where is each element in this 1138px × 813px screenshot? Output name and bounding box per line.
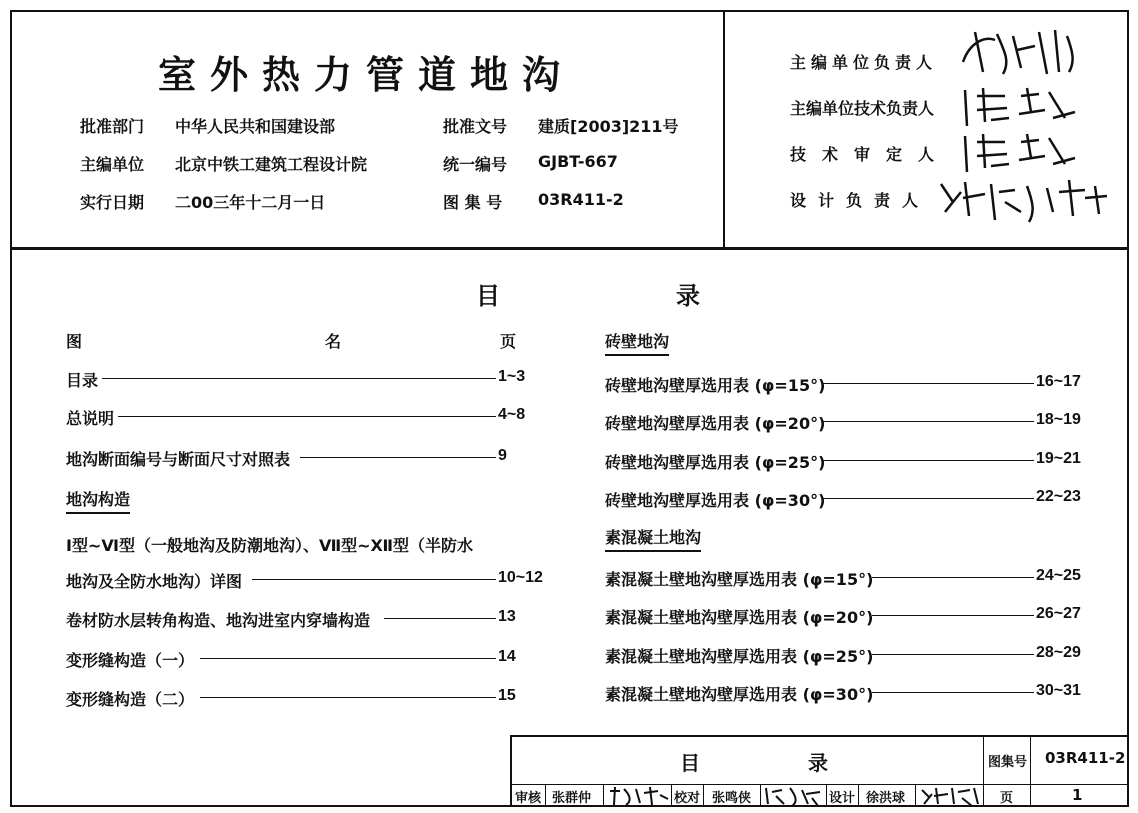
atlas-no-value: 03R411-2 xyxy=(538,190,624,209)
signature-design-lead xyxy=(935,172,1125,228)
toc-item-text[interactable]: 砖壁地沟壁厚选用表 (φ=15°) xyxy=(605,376,826,395)
toc-item-page: 13 xyxy=(498,608,516,625)
toc-item-text[interactable]: 砖壁地沟壁厚选用表 (φ=20°) xyxy=(605,414,826,433)
toc-item-text[interactable]: 砖壁地沟壁厚选用表 (φ=30°) xyxy=(605,491,826,510)
design-name: 徐洪球 xyxy=(866,791,906,806)
chief-unit-tech-head-label: 主编单位技术负责人 xyxy=(790,99,935,118)
leader-line xyxy=(118,416,496,417)
design-signature xyxy=(918,784,982,808)
toc-item-text[interactable]: 卷材防水层转角构造、地沟进室内穿墙构造 xyxy=(66,611,371,630)
leader-line xyxy=(300,457,496,458)
title-block-title-right: 录 xyxy=(808,751,828,775)
leader-line xyxy=(102,378,496,379)
signature-tech-reviewer xyxy=(955,128,1085,178)
toc-item-text[interactable]: Ⅰ型~Ⅵ型（一般地沟及防潮地沟）、Ⅶ型~Ⅻ型（半防水 xyxy=(66,536,474,555)
toc-item-page: 14 xyxy=(498,648,516,665)
approval-doc-value: 建质[2003]211号 xyxy=(538,117,679,136)
toc-item-text[interactable]: 变形缝构造（二） xyxy=(66,690,195,709)
section-heading-trench-construction: 地沟构造 xyxy=(66,487,130,514)
effective-date-value: 二00三年十二月一日 xyxy=(175,193,326,212)
toc-title-left: 目 xyxy=(476,282,500,310)
leader-line xyxy=(822,460,1034,461)
toc-item-text[interactable]: 地沟断面编号与断面尺寸对照表 xyxy=(66,450,291,469)
leader-line xyxy=(872,654,1034,655)
section-heading-brick-trench: 砖壁地沟 xyxy=(605,329,669,356)
page-label: 页 xyxy=(1000,791,1014,806)
approval-dept-value: 中华人民共和国建设部 xyxy=(175,117,336,136)
toc-item-text[interactable]: 目录 xyxy=(66,371,99,390)
toc-item-page: 18~19 xyxy=(1036,411,1081,428)
signature-chief-unit-tech-head xyxy=(955,82,1085,132)
chief-unit-head-label: 主编单位负责人 xyxy=(790,53,938,72)
toc-item-page: 10~12 xyxy=(498,569,543,586)
toc-item-page: 22~23 xyxy=(1036,488,1081,505)
page-value: 1 xyxy=(1072,786,1083,804)
col-header-name: 名 xyxy=(325,332,342,351)
toc-item-text[interactable]: 素混凝土壁地沟壁厚选用表 (φ=30°) xyxy=(605,685,874,704)
review-label: 审核 xyxy=(515,791,542,806)
toc-item-page: 24~25 xyxy=(1036,567,1081,584)
col-header-figure: 图 xyxy=(66,332,83,351)
leader-line xyxy=(872,692,1034,693)
leader-line xyxy=(822,498,1034,499)
chief-unit-label: 主编单位 xyxy=(80,155,145,174)
toc-item-page: 4~8 xyxy=(498,406,526,423)
title-block-divider xyxy=(603,784,604,807)
leader-line xyxy=(872,615,1034,616)
leader-line xyxy=(200,697,496,698)
title-block-divider xyxy=(983,735,984,807)
title-block-divider xyxy=(826,784,827,807)
section-heading-plain-concrete-trench: 素混凝土地沟 xyxy=(605,525,701,552)
col-header-page: 页 xyxy=(500,332,517,351)
atlas-no-label: 图 集 号 xyxy=(443,193,503,212)
toc-item-text[interactable]: 砖壁地沟壁厚选用表 (φ=25°) xyxy=(605,453,826,472)
document-title: 室外热力管道地沟 xyxy=(158,52,575,97)
review-signature xyxy=(606,785,670,807)
atlas-label: 图集号 xyxy=(988,755,1028,770)
title-block-divider xyxy=(858,784,859,807)
toc-item-text[interactable]: 总说明 xyxy=(66,409,115,428)
signature-chief-unit-head xyxy=(955,22,1085,82)
chief-unit-value: 北京中铁工建筑工程设计院 xyxy=(175,155,368,174)
title-block-divider xyxy=(703,784,704,807)
design-label: 设计 xyxy=(829,791,856,806)
toc-item-page: 15 xyxy=(498,687,516,704)
tech-reviewer-label: 技术审定人 xyxy=(790,145,951,164)
header-divider xyxy=(10,247,1129,250)
leader-line xyxy=(822,421,1034,422)
toc-item-page: 26~27 xyxy=(1036,605,1081,622)
review-name: 张群仲 xyxy=(552,791,592,806)
check-label: 校对 xyxy=(674,791,701,806)
atlas-value: 03R411-2 xyxy=(1045,749,1126,767)
toc-item-text[interactable]: 素混凝土壁地沟壁厚选用表 (φ=25°) xyxy=(605,647,874,666)
toc-item-page: 28~29 xyxy=(1036,644,1081,661)
toc-title-right: 录 xyxy=(676,282,700,310)
toc-item-page: 30~31 xyxy=(1036,682,1081,699)
toc-item-page: 19~21 xyxy=(1036,450,1081,467)
toc-item-text-cont[interactable]: 地沟及全防水地沟）详图 xyxy=(66,572,243,591)
title-block-divider xyxy=(760,784,761,807)
leader-line xyxy=(872,577,1034,578)
title-block-divider xyxy=(915,784,916,807)
approval-doc-label: 批准文号 xyxy=(443,117,508,136)
design-lead-label: 设计负责人 xyxy=(790,191,931,210)
unified-no-label: 统一编号 xyxy=(443,155,508,174)
title-block-divider xyxy=(671,784,672,807)
leader-line xyxy=(822,383,1034,384)
effective-date-label: 实行日期 xyxy=(80,193,145,212)
title-block-divider xyxy=(545,784,546,807)
toc-item-text[interactable]: 素混凝土壁地沟壁厚选用表 (φ=15°) xyxy=(605,570,874,589)
approval-dept-label: 批准部门 xyxy=(80,117,145,136)
check-name: 张鸣侠 xyxy=(712,791,752,806)
title-block-divider xyxy=(1030,735,1031,807)
title-block-title-left: 目 xyxy=(680,751,700,775)
leader-line xyxy=(252,579,496,580)
toc-item-text[interactable]: 素混凝土壁地沟壁厚选用表 (φ=20°) xyxy=(605,608,874,627)
toc-item-text[interactable]: 变形缝构造（一） xyxy=(66,651,195,670)
unified-no-value: GJBT-667 xyxy=(538,152,618,171)
leader-line xyxy=(200,658,496,659)
toc-item-page: 1~3 xyxy=(498,368,526,385)
header-vertical-divider xyxy=(723,10,725,248)
check-signature xyxy=(762,784,824,808)
toc-item-page: 16~17 xyxy=(1036,373,1081,390)
leader-line xyxy=(384,618,496,619)
toc-item-page: 9 xyxy=(498,447,507,464)
